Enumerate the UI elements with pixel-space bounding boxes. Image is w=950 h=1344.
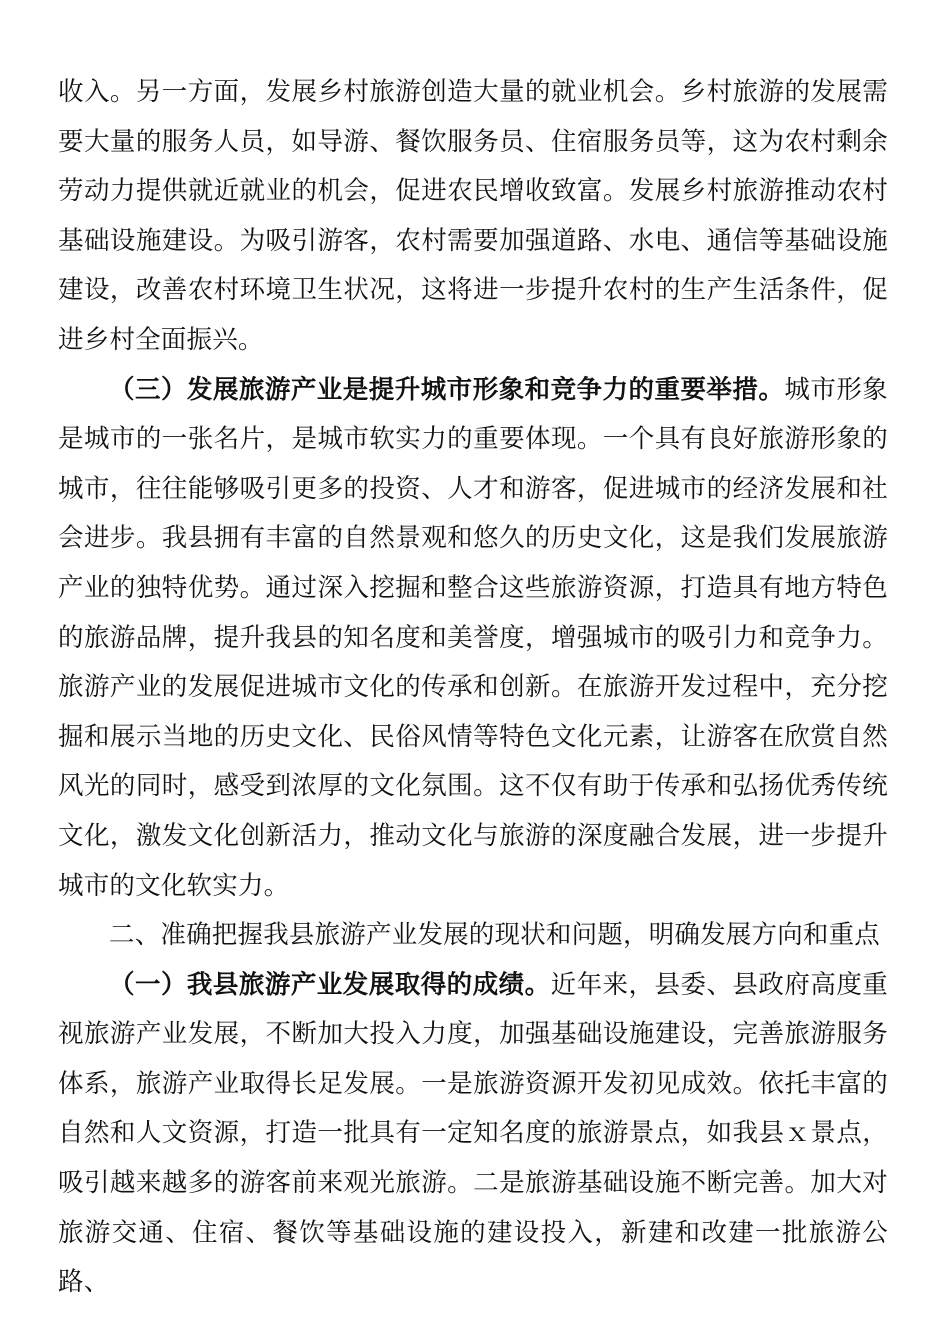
paragraph-rural-tourism-continuation	[58, 68, 888, 366]
paragraph-text: 收入。另一方面，发展乡村旅游创造大量的就业机会。乡村旅游的发展需要大量的服务人员，如导游、餐饮服务员、住宿服务员等，这为农村剩余劳动力提供就近就业的机会，促进农民增收致富。发展乡村旅游推动农村基础设施建设。为吸引游客，农村需要加强道路、水电、通信等基础设施建设，改善农村环境卫生状况，这将进一步提升农村的生产生活条件，促进乡村全面振兴。	[58, 77, 888, 355]
paragraph-city-image	[58, 366, 888, 912]
document-body	[58, 68, 888, 1308]
paragraph-achievements	[58, 961, 888, 1308]
paragraph-lead-heading: （一）我县旅游产业发展取得的成绩。	[109, 969, 551, 1000]
paragraph-lead-heading: （三）发展旅游产业是提升城市形象和竞争力的重要举措。	[109, 374, 785, 405]
paragraph-text: 近年来，县委、县政府高度重视旅游产业发展，不断加大投入力度，加强基础设施建设，完善旅游服务体系，旅游产业取得长足发展。一是旅游资源开发初见成效。依托丰富的自然和人文资源，打造一批具有一定知名度的旅游景点，如我县ｘ景点，吸引越来越多的游客前来观光旅游。二是旅游基础设施不断完善。加大对旅游交通、住宿、餐饮等基础设施的建设投入，新建和改建一批旅游公路、	[58, 969, 888, 1298]
paragraph-text: 城市形象是城市的一张名片，是城市软实力的重要体现。一个具有良好旅游形象的城市，往往能够吸引更多的投资、人才和游客，促进城市的经济发展和社会进步。我县拥有丰富的自然景观和悠久的历史文化，这是我们发展旅游产业的独特优势。通过深入挖掘和整合这些旅游资源，打造具有地方特色的旅游品牌，提升我县的知名度和美誉度，增强城市的吸引力和竞争力。旅游产业的发展促进城市文化的传承和创新。在旅游开发过程中，充分挖掘和展示当地的历史文化、民俗风情等特色文化元素，让游客在欣赏自然风光的同时，感受到浓厚的文化氛围。这不仅有助于传承和弘扬优秀传统文化，激发文化创新活力，推动文化与旅游的深度融合发展，进一步提升城市的文化软实力。	[58, 374, 889, 901]
section-heading-two	[58, 911, 888, 961]
section-heading-text: 二、准确把握我县旅游产业发展的现状和问题，明确发展方向和重点	[109, 920, 881, 951]
